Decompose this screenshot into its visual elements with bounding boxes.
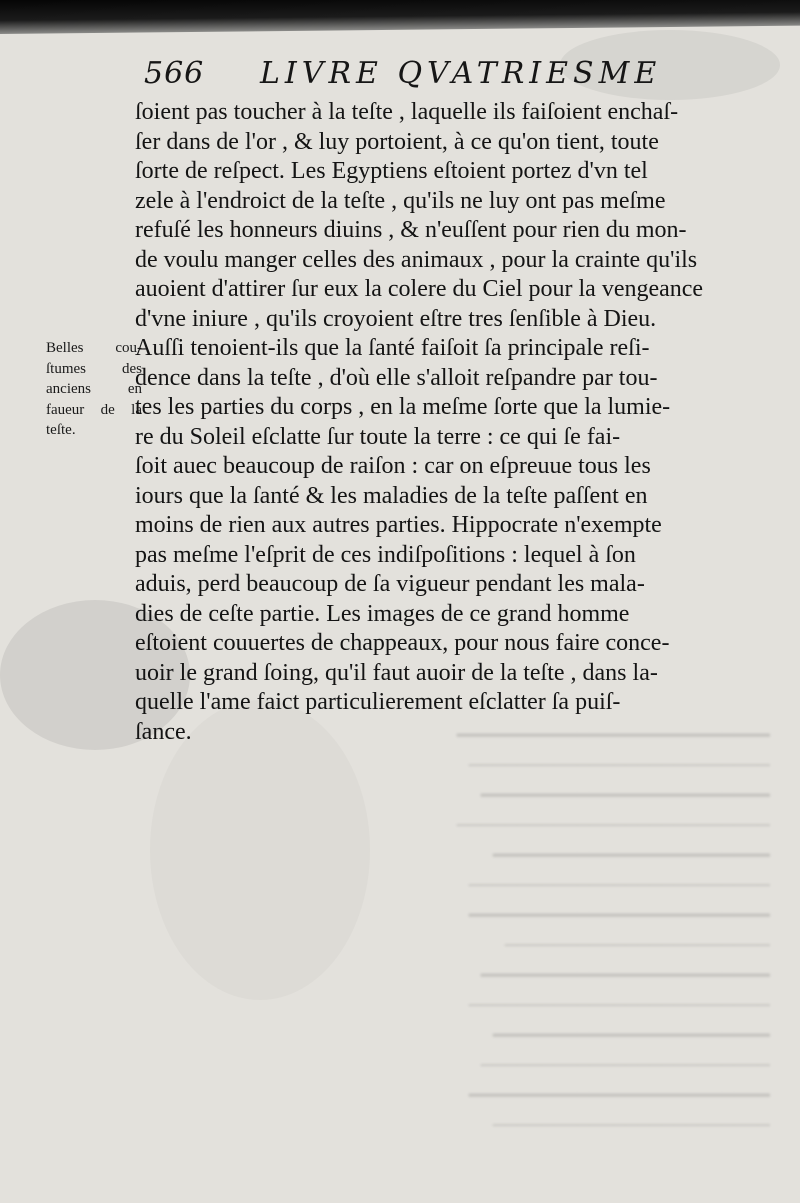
marginal-note-line: ſtumes des — [46, 360, 142, 377]
text-line: uoir le grand ſoing, qu'il faut auoir de la teſte , dans la- — [135, 659, 658, 686]
text-line: eſtoient couuertes de chappeaux, pour nous faire conce- — [135, 630, 670, 656]
text-line: ſoit auec beaucoup de raiſon : car on eſpreuue tous les — [135, 453, 651, 479]
text-line: dies de ceſte partie. Les images de ce grand homme — [135, 600, 630, 627]
marginal-note-line: faueur de la — [46, 401, 142, 418]
text-line: ſorte de reſpect. Les Egyptiens eſtoient portez d'vn tel — [135, 158, 648, 184]
text-line: Auſſi tenoient-ils que la ſanté faiſoit ſa principale reſi- — [135, 335, 650, 361]
marginal-note-line: Belles cou- — [46, 340, 142, 356]
running-title: LIVRE QVATRIESME — [260, 56, 662, 91]
marginal-note — [46, 338, 142, 441]
marginal-note-line: anciens en — [46, 381, 142, 397]
text-line: de voulu manger celles des animaux , pour la crainte qu'ils — [135, 246, 698, 273]
text-line: re du Soleil eſclatte ſur toute la terre : ce qui ſe fai- — [135, 423, 621, 450]
text-line: ſance. — [135, 718, 192, 745]
page-number: 566 — [144, 56, 205, 91]
text-line: tes les parties du corps , en la meſme ſorte que la lumie- — [135, 394, 671, 420]
text-line: refuſé les honneurs diuins , & n'euſſent pour rien du mon- — [135, 217, 687, 243]
show-through-text: ━━━━━━━━━━━━━━━━━━━━━━━━━━ ───────────────────────── ━━━━━━━━━━━━━━━━━━━━━━━━ ────────────────────────── ━━━━━━━━━━━━━━━━━━━━━━━ ───────────────────────── ━━━━━━━━━━━━━━━━━━━━━━━━━ ────────────────────── ━━━━━━━━━━━━━━━━━━━━━━━━ ───────────────────────── ━━━━━━━━━━━━━━━━━━━━━━━ ──────────────────────── ━━━━━━━━━━━━━━━━━━━━━━━━━ ─────────────────────── — [456, 723, 770, 1137]
text-line: ſoient pas toucher à la teſte , laquelle ils faiſoient enchaſ- — [135, 99, 679, 125]
text-line: zele à l'endroict de la teſte , qu'ils ne luy ont pas meſme — [135, 187, 666, 214]
text-line: iours que la ſanté & les maladies de la teſte paſſent en — [135, 482, 648, 509]
body-text — [135, 98, 775, 747]
text-line: d'vne iniure , qu'ils croyoient eſtre tres ſenſible à Dieu. — [135, 305, 657, 332]
text-line: dence dans la teſte , d'où elle s'alloit reſpandre par tou- — [135, 364, 658, 391]
text-line: quelle l'ame faict particulierement eſclatter ſa puiſ- — [135, 689, 621, 715]
text-line: ſer dans de l'or , & luy portoient, à ce qu'on tient, toute — [135, 128, 659, 155]
scan-edge-shadow — [0, 0, 800, 34]
marginal-note-line: teſte. — [46, 422, 76, 438]
text-line: pas meſme l'eſprit de ces indiſpoſitions : lequel à ſon — [135, 541, 636, 568]
text-line: moins de rien aux autres parties. Hippocrate n'exempte — [135, 512, 662, 538]
text-line: auoient d'attirer ſur eux la colere du Ciel pour la vengeance — [135, 276, 704, 302]
text-line: aduis, perd beaucoup de ſa vigueur pendant les mala- — [135, 571, 645, 597]
